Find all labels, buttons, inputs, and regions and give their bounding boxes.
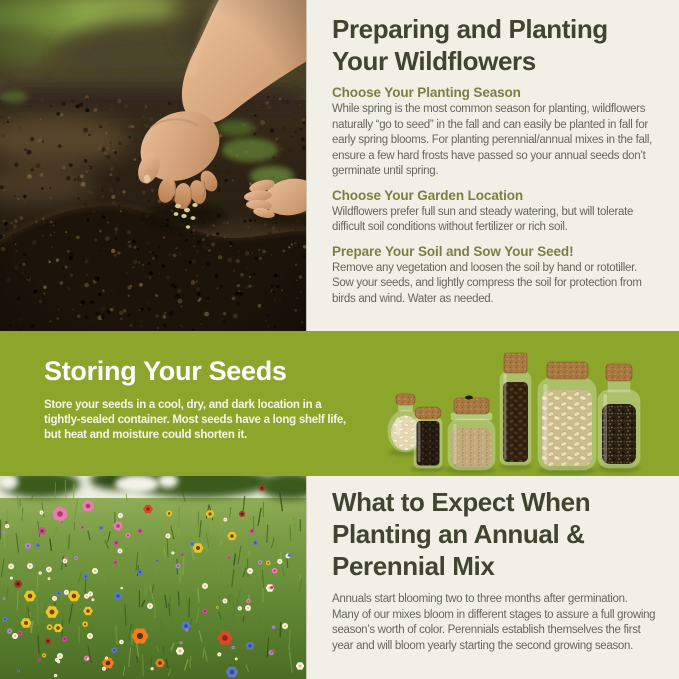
panel-body: Annuals start blooming two to three months after germination. Many of our mixes bloom in different stages to assure a full growing season’s worth of color. Perennials establish themselves the first year and will bloom yearly starting the second growing season. [332,593,656,652]
panel-preparing-and-planting [306,0,679,331]
jar-pumpkin-seeds [538,362,596,475]
section-heading: Choose Your Planting Season [332,85,521,100]
jar-dark-seeds [411,407,445,472]
section-body: While spring is the most common season for planting, wildflowers naturally “go to seed” in the fall and can easily be planted in fall for early spring blooms. For planting perennial/annual mixes in the fall, ensure a few hard frosts have passed so your annual seeds don’t germinate until spring. [332,103,653,177]
photo-wildflower-meadow [0,476,307,679]
section-soil-and-sow [332,244,657,308]
panel-title: Preparing and Planting Your Wildflowers [332,14,608,76]
photo-hand-planting-seeds [0,0,307,331]
panel-what-to-expect [306,476,679,679]
section-heading: Prepare Your Soil and Sow Your Seed! [332,243,574,259]
band-text [44,355,346,443]
jar-sand-seeds [445,396,497,475]
band-storing-seeds [0,331,679,476]
jar-tall-dark [499,353,533,470]
section-body: Wildflowers prefer full sun and steady watering, but will tolerate difficult soil conditions without fertilizer or rich soil. [332,205,634,233]
band-body: Store your seeds in a cool, dry, and dark location in a tightly-sealed container. Most seeds have a long shelf life, but heat and moisture could shorten it. [44,399,346,441]
photo-seed-jars [365,331,675,476]
hand-photo-illustration [0,0,306,331]
section-garden-location [332,188,657,236]
jar-mixed-seeds [597,364,641,473]
section-heading: Choose Your Garden Location [332,187,524,203]
meadow-photo-illustration [0,476,306,679]
panel-title: What to Expect When Planting an Annual & Perennial Mix [332,487,591,581]
band-title: Storing Your Seeds [44,356,287,386]
section-planting-season [332,85,657,180]
section-body: Remove any vegetation and loosen the soil by hand or rototiller. Sow your seeds, and lightly compress the soil for protection from birds and wind. Water as needed. [332,261,642,305]
